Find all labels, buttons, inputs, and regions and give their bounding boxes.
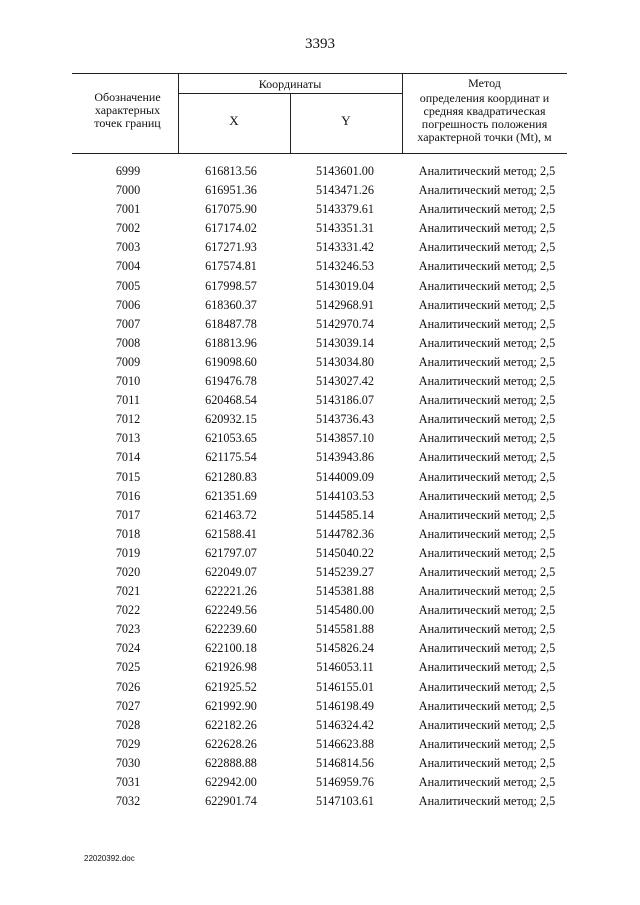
- method-cell: Аналитический метод; 2,5: [418, 507, 556, 522]
- table-row: [72, 238, 567, 257]
- method-cell: Аналитический метод; 2,5: [418, 641, 556, 656]
- coord-x: 621280.83: [205, 469, 257, 484]
- method-cell: Аналитический метод; 2,5: [418, 335, 556, 350]
- coord-y: 5143019.04: [316, 278, 374, 293]
- coord-y: 5144585.14: [316, 507, 374, 522]
- coord-x: 618487.78: [205, 316, 257, 331]
- coord-y: 5143027.42: [316, 374, 374, 389]
- point-id: 7004: [115, 259, 141, 274]
- coord-x: 622182.26: [205, 717, 257, 732]
- table-row: [72, 773, 567, 792]
- table-row: [72, 277, 567, 296]
- method-cell: Аналитический метод; 2,5: [418, 393, 556, 408]
- table-row: [72, 582, 567, 601]
- table-row: [72, 754, 567, 773]
- method-cell: Аналитический метод; 2,5: [418, 278, 556, 293]
- coord-y: 5146959.76: [316, 775, 374, 789]
- point-id: 7010: [115, 374, 141, 389]
- method-cell: Аналитический метод; 2,5: [418, 698, 556, 713]
- table-header: [72, 73, 567, 154]
- coord-y: 5143943.86: [316, 450, 374, 465]
- method-cell: Аналитический метод; 2,5: [418, 469, 556, 484]
- method-cell: Аналитический метод; 2,5: [418, 412, 556, 427]
- method-cell: Аналитический метод; 2,5: [418, 316, 556, 331]
- point-id: 7014: [115, 450, 141, 465]
- point-id: 7003: [115, 240, 141, 255]
- point-id: 7032: [115, 794, 141, 809]
- coord-y: 5146053.11: [316, 660, 374, 675]
- table-row: [72, 678, 567, 697]
- table-row: [72, 296, 567, 315]
- table-row: [72, 162, 567, 181]
- table-row: [72, 468, 567, 487]
- table-row: [72, 391, 567, 410]
- method-cell: Аналитический метод; 2,5: [418, 202, 556, 217]
- point-id: 7021: [115, 584, 141, 599]
- method-cell: Аналитический метод; 2,5: [418, 221, 556, 236]
- coord-y: 5143379.61: [316, 202, 374, 217]
- point-id: 7023: [115, 622, 141, 637]
- method-cell: Аналитический метод; 2,5: [418, 717, 556, 732]
- coord-y: 5142970.74: [316, 316, 374, 331]
- coord-y: 5146814.56: [316, 755, 374, 770]
- table-row: [72, 658, 567, 677]
- method-cell: Аналитический метод; 2,5: [418, 660, 556, 675]
- point-id: 7031: [115, 775, 141, 789]
- coord-y: 5147103.61: [316, 794, 374, 809]
- method-cell: Аналитический метод; 2,5: [418, 564, 556, 579]
- coord-y: 5143039.14: [316, 335, 374, 350]
- coord-x: 621175.54: [205, 450, 257, 465]
- coord-x: 621925.52: [205, 679, 257, 694]
- header-coordinates: Координаты: [258, 77, 322, 91]
- method-cell: Аналитический метод; 2,5: [418, 183, 556, 198]
- coord-x: 622888.88: [205, 755, 257, 770]
- coord-x: 621588.41: [205, 526, 257, 541]
- method-cell: Аналитический метод; 2,5: [418, 736, 556, 751]
- coord-x: 622901.74: [205, 794, 257, 809]
- point-id: 7000: [115, 183, 141, 198]
- method-cell: Аналитический метод; 2,5: [418, 488, 556, 503]
- point-id: 7012: [115, 412, 141, 427]
- table-row: [72, 487, 567, 506]
- header-method-title: Метод: [468, 76, 501, 90]
- coord-y: 5143601.00: [316, 164, 374, 178]
- table-row: [72, 334, 567, 353]
- point-id: 7008: [115, 335, 141, 350]
- coord-y: 5143471.26: [316, 183, 374, 198]
- coord-y: 5145480.00: [316, 603, 374, 618]
- coord-y: 5146324.42: [316, 717, 374, 732]
- coord-y: 5145581.88: [316, 622, 374, 637]
- method-cell: Аналитический метод; 2,5: [418, 755, 556, 770]
- coord-x: 622239.60: [205, 622, 257, 637]
- method-cell: Аналитический метод; 2,5: [418, 794, 556, 809]
- method-cell: Аналитический метод; 2,5: [418, 240, 556, 255]
- point-id: 7025: [115, 660, 141, 675]
- coord-y: 5143034.80: [316, 354, 374, 369]
- coord-y: 5143736.43: [316, 412, 374, 427]
- coord-x: 622628.26: [205, 736, 257, 751]
- table-row: [72, 716, 567, 735]
- header-method-detail: определения координат и средняя квадратическая погрешность положения характерной точки (Мt), м: [417, 91, 552, 144]
- coord-x: 621053.65: [205, 431, 257, 446]
- method-cell: Аналитический метод; 2,5: [418, 679, 556, 694]
- table-row: [72, 448, 567, 467]
- method-cell: Аналитический метод; 2,5: [418, 164, 556, 178]
- point-id: 7022: [115, 603, 141, 618]
- table-row: [72, 525, 567, 544]
- page-number: 3393: [305, 36, 335, 52]
- coord-x: 620468.54: [205, 393, 257, 408]
- coord-y: 5145826.24: [316, 641, 374, 656]
- point-id: 7009: [115, 354, 141, 369]
- coord-x: 621463.72: [205, 507, 257, 522]
- table-row: [72, 601, 567, 620]
- point-id: 7026: [115, 679, 141, 694]
- table-row: [72, 639, 567, 658]
- method-cell: Аналитический метод; 2,5: [418, 259, 556, 274]
- point-id: 7029: [115, 736, 141, 751]
- coord-y: 5146155.01: [316, 679, 374, 694]
- coord-x: 622221.26: [205, 584, 257, 599]
- coord-y: 5146623.88: [316, 736, 374, 751]
- point-id: 7001: [115, 202, 141, 217]
- coord-x: 621797.07: [205, 545, 257, 560]
- point-id: 7015: [115, 469, 141, 484]
- coord-y: 5144782.36: [316, 526, 374, 541]
- point-id: 7006: [115, 297, 141, 312]
- table-row: [72, 372, 567, 391]
- coord-y: 5144009.09: [316, 469, 374, 484]
- method-cell: Аналитический метод; 2,5: [418, 603, 556, 618]
- point-id: 6999: [115, 164, 141, 178]
- coord-y: 5146198.49: [316, 698, 374, 713]
- coordinates-table-body: [72, 162, 567, 811]
- coord-x: 618360.37: [205, 297, 257, 312]
- point-id: 7013: [115, 431, 141, 446]
- coord-y: 5142968.91: [316, 297, 374, 312]
- coord-y: 5145239.27: [316, 564, 374, 579]
- coord-x: 617174.02: [205, 221, 257, 236]
- coord-y: 5143857.10: [316, 431, 374, 446]
- coord-y: 5143331.42: [316, 240, 374, 255]
- coord-x: 617075.90: [205, 202, 257, 217]
- coord-x: 616951.36: [205, 183, 257, 198]
- table-row: [72, 563, 567, 582]
- header-y: Y: [341, 113, 351, 128]
- coord-x: 622942.00: [205, 775, 257, 789]
- coord-x: 621992.90: [205, 698, 257, 713]
- coord-x: 617998.57: [205, 278, 257, 293]
- coord-x: 621351.69: [205, 488, 257, 503]
- coord-y: 5143186.07: [316, 393, 374, 408]
- table-row: [72, 181, 567, 200]
- method-cell: Аналитический метод; 2,5: [418, 297, 556, 312]
- header-x: X: [229, 113, 239, 128]
- footer-filename: 22020392.doc: [84, 854, 135, 863]
- point-id: 7017: [115, 507, 141, 522]
- table-row: [72, 735, 567, 754]
- method-cell: Аналитический метод; 2,5: [418, 545, 556, 560]
- coord-y: 5145381.88: [316, 584, 374, 599]
- table-row: [72, 219, 567, 238]
- coord-x: 620932.15: [205, 412, 257, 427]
- method-cell: Аналитический метод; 2,5: [418, 354, 556, 369]
- point-id: 7016: [115, 488, 141, 503]
- point-id: 7019: [115, 545, 141, 560]
- point-id: 7018: [115, 526, 141, 541]
- table-row: [72, 697, 567, 716]
- coord-x: 622249.56: [205, 603, 257, 618]
- coord-y: 5144103.53: [316, 488, 374, 503]
- coord-y: 5145040.22: [316, 545, 374, 560]
- coord-x: 622100.18: [205, 641, 257, 656]
- table-row: [72, 506, 567, 525]
- table-row: [72, 257, 567, 276]
- method-cell: Аналитический метод; 2,5: [418, 450, 556, 465]
- coord-x: 622049.07: [205, 564, 257, 579]
- table-row: [72, 620, 567, 639]
- point-id: 7020: [115, 564, 141, 579]
- table-row: [72, 353, 567, 372]
- point-id: 7002: [115, 221, 141, 236]
- point-id: 7011: [116, 393, 140, 408]
- point-id: 7028: [115, 717, 141, 732]
- method-cell: Аналитический метод; 2,5: [418, 431, 556, 446]
- table-row: [72, 429, 567, 448]
- table-row: [72, 200, 567, 219]
- coord-x: 618813.96: [205, 335, 257, 350]
- coord-y: 5143246.53: [316, 259, 374, 274]
- coord-x: 617574.81: [205, 259, 257, 274]
- coord-y: 5143351.31: [316, 221, 374, 236]
- method-cell: Аналитический метод; 2,5: [418, 526, 556, 541]
- coord-x: 619098.60: [205, 354, 257, 369]
- point-id: 7005: [115, 278, 141, 293]
- point-id: 7027: [115, 698, 141, 713]
- method-cell: Аналитический метод; 2,5: [418, 775, 556, 789]
- method-cell: Аналитический метод; 2,5: [418, 374, 556, 389]
- point-id: 7030: [115, 755, 141, 770]
- coord-x: 619476.78: [205, 374, 257, 389]
- coord-x: 616813.56: [205, 164, 257, 178]
- table-row: [72, 544, 567, 563]
- table-row: [72, 410, 567, 429]
- method-cell: Аналитический метод; 2,5: [418, 584, 556, 599]
- header-designation: Обозначение характерных точек границ: [94, 90, 161, 130]
- coord-x: 617271.93: [205, 240, 257, 255]
- point-id: 7007: [115, 316, 141, 331]
- method-cell: Аналитический метод; 2,5: [418, 622, 556, 637]
- table-row: [72, 792, 567, 811]
- coord-x: 621926.98: [205, 660, 257, 675]
- point-id: 7024: [115, 641, 141, 656]
- table-row: [72, 315, 567, 334]
